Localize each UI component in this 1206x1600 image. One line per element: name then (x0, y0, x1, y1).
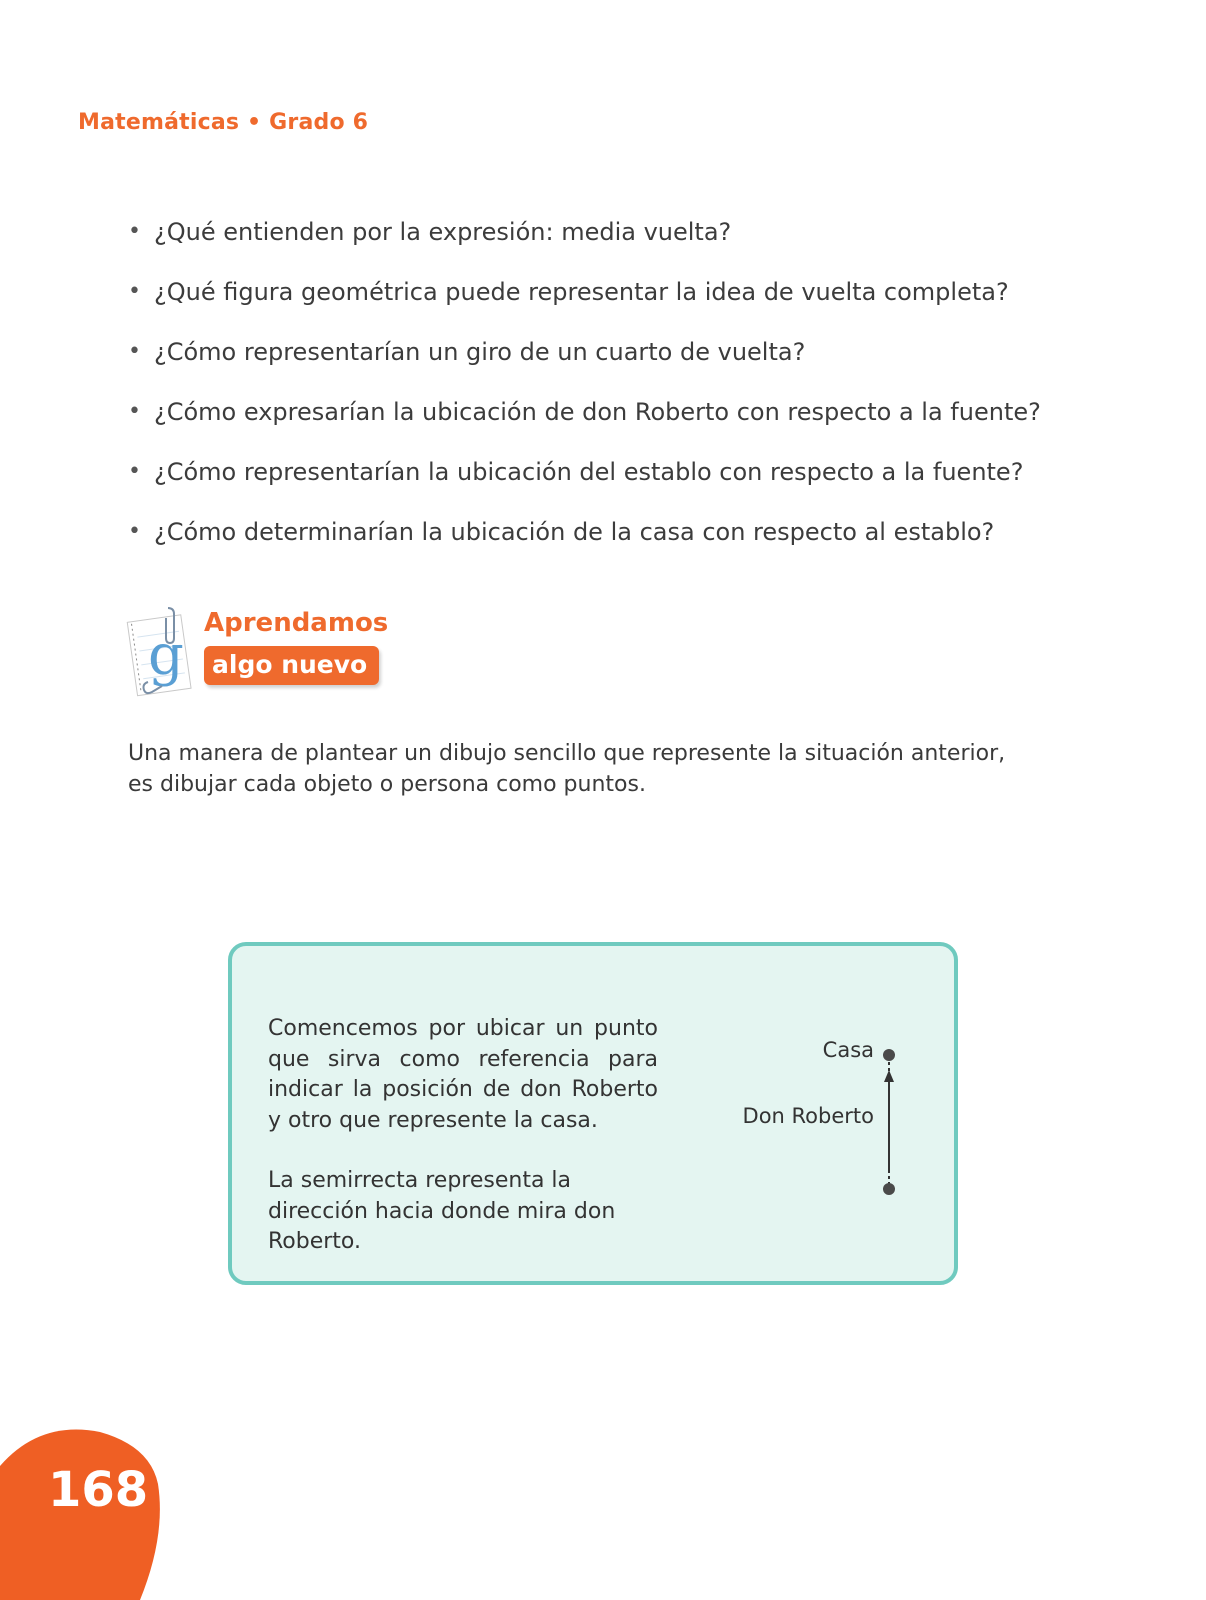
box-paragraph-1: Comencemos por ubicar un punto que sirva como referencia para indicar la posición de don Roberto y otro que represente la casa. (268, 1016, 658, 1133)
ray-diagram (712, 1016, 932, 1216)
box-paragraph-2: La semirrecta representa la dirección hacia donde mira don Roberto. (268, 1168, 616, 1254)
bullet: • (128, 399, 141, 424)
bullet: • (128, 519, 141, 544)
section-title: Aprendamos (204, 608, 389, 638)
page-number-badge (0, 1426, 162, 1600)
question-list (128, 212, 1088, 572)
section-badge (126, 604, 389, 704)
ray-svg (872, 1016, 912, 1216)
list-item: • ¿Cómo expresarían la ubicación de don Roberto con respecto a la fuente? (128, 392, 1088, 452)
info-box (228, 942, 958, 1285)
bullet: • (128, 219, 141, 244)
point-don-roberto (883, 1183, 895, 1195)
svg-text:g: g (148, 623, 184, 688)
bullet: • (128, 339, 141, 364)
list-item: • ¿Cómo representarían un giro de un cuarto de vuelta? (128, 332, 1088, 392)
list-item: • ¿Qué entienden por la expresión: media vuelta? (128, 212, 1088, 272)
point-casa (883, 1049, 895, 1061)
label-don-roberto: Don Roberto (742, 1104, 874, 1128)
list-item: • ¿Qué figura geométrica puede representar la idea de vuelta completa? (128, 272, 1088, 332)
bullet: • (128, 279, 141, 304)
section-subtitle: algo nuevo (204, 646, 379, 685)
list-item: • ¿Cómo determinarían la ubicación de la casa con respecto al establo? (128, 512, 1088, 572)
page-number: 168 (48, 1462, 149, 1518)
notebook-g-icon (126, 604, 196, 700)
list-item: • ¿Cómo representarían la ubicación del establo con respecto a la fuente? (128, 452, 1088, 512)
intro-paragraph: Una manera de plantear un dibujo sencillo que represente la situación anterior, es dibujar cada objeto o persona como puntos. (128, 741, 1006, 797)
bullet: • (128, 459, 141, 484)
label-casa: Casa (822, 1038, 874, 1062)
page-header: Matemáticas • Grado 6 (78, 110, 369, 135)
